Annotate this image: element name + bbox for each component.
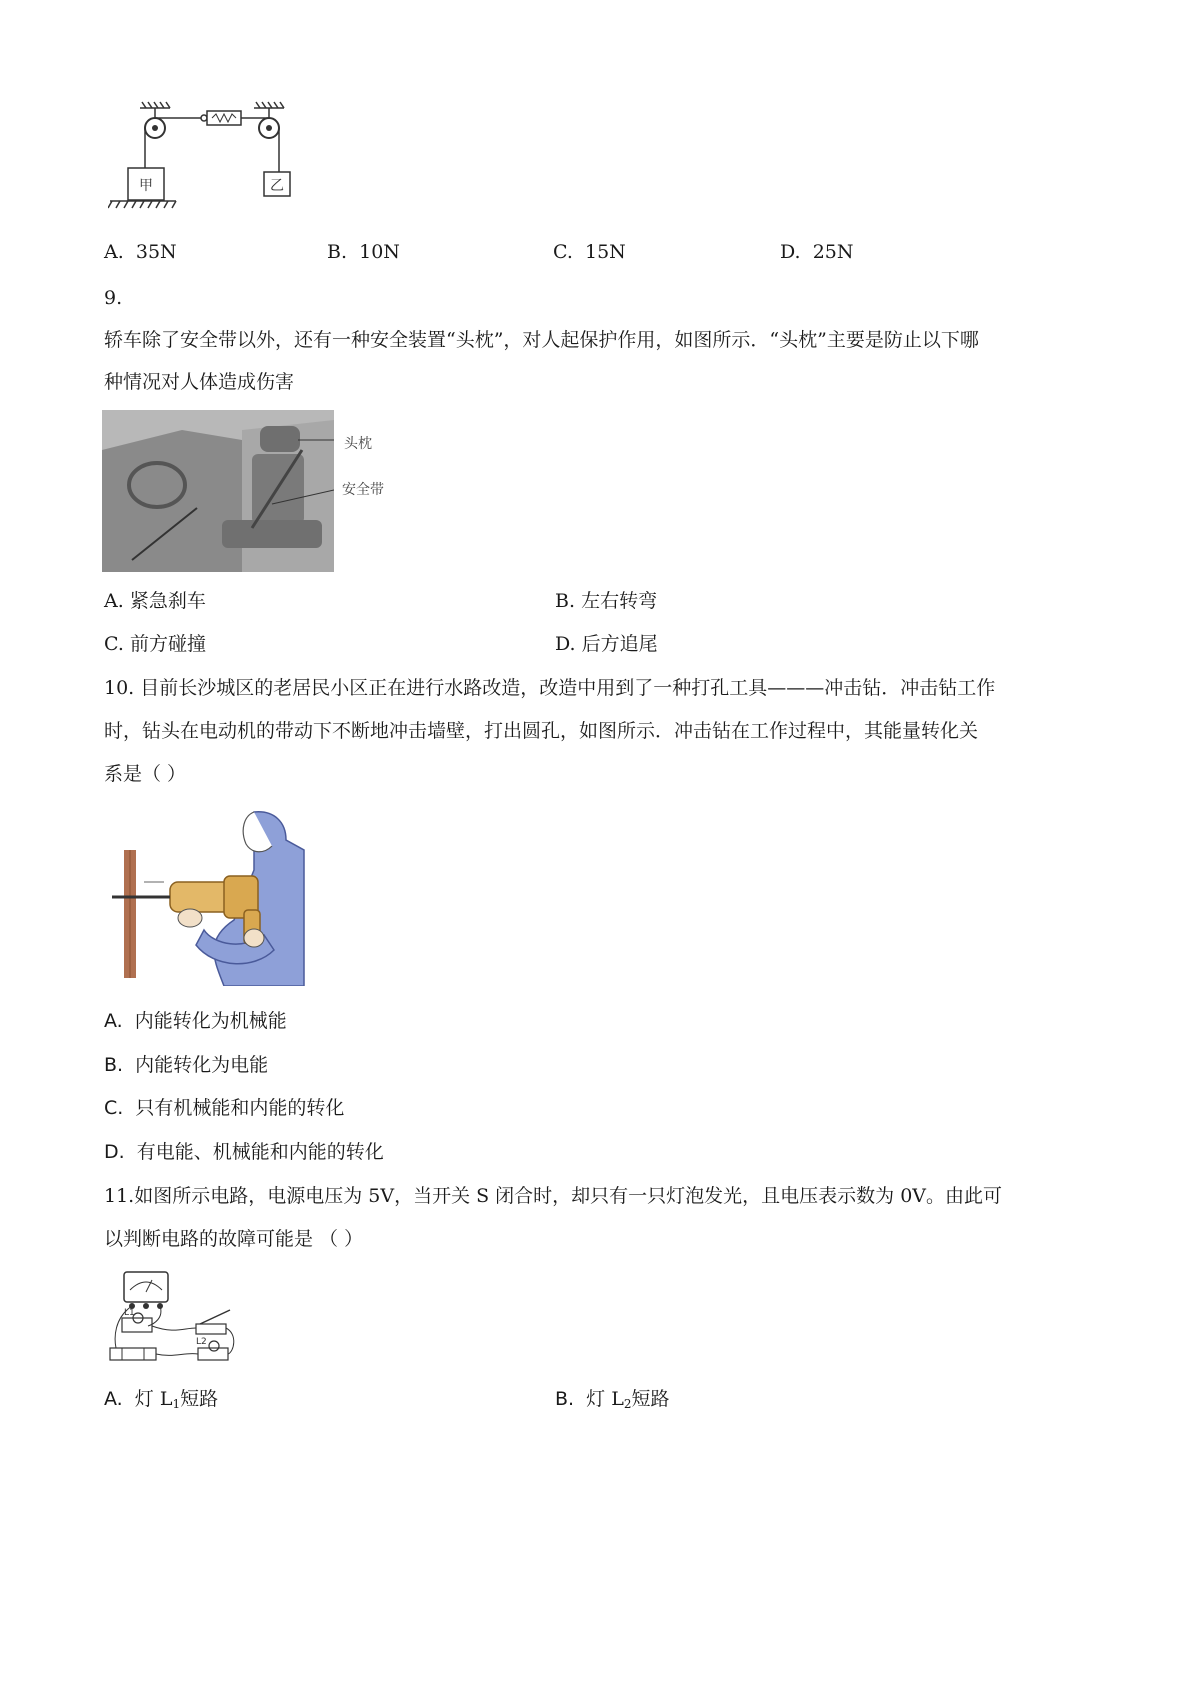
headrest-label: 头枕 [344, 436, 372, 452]
impact-drill-figure [104, 810, 306, 986]
q9-option-a[interactable]: A. 紧急刹车 [104, 590, 206, 612]
q10-option-c[interactable]: C. 只有机械能和内能的转化 [104, 1097, 345, 1119]
q10-stem-line3: 系是（ ） [104, 763, 187, 785]
q9-stem-line2: 种情况对人体造成伤害 [104, 371, 295, 393]
q8-option-b[interactable]: B. 10N [327, 241, 400, 263]
q9-number: 9. [104, 287, 123, 309]
q10-option-d[interactable]: D. 有电能、机械能和内能的转化 [104, 1141, 384, 1163]
block-label-yi: 乙 [270, 178, 284, 194]
lamp2-label: L2 [196, 1337, 207, 1347]
q8-option-d[interactable]: D. 25N [780, 241, 854, 263]
lamp1-label: L1 [124, 1308, 135, 1318]
q8-option-a[interactable]: A. 35N [104, 241, 177, 263]
circuit-figure [104, 1268, 244, 1364]
car-interior-figure [102, 410, 334, 572]
q11-option-a[interactable]: A. 灯 $L_1$短路 [104, 1388, 219, 1411]
q10-option-a[interactable]: A. 内能转化为机械能 [104, 1010, 287, 1032]
block-label-jia: 甲 [139, 178, 153, 194]
q9-stem-line1: 轿车除了安全带以外，还有一种安全装置“头枕”，对人起保护作用，如图所示．“头枕”主要是防止以下哪 [104, 329, 979, 351]
q11-stem-line1: 11.如图所示电路，电源电压为 5V，当开关 S 闭合时，却只有一只灯泡发光，且电压表示数为 0V。由此可 [104, 1185, 1003, 1207]
q9-option-d[interactable]: D. 后方追尾 [555, 633, 658, 655]
q8-option-c[interactable]: C. 15N [553, 241, 626, 263]
q9-option-c[interactable]: C. 前方碰撞 [104, 633, 206, 655]
q10-stem-line2: 时，钻头在电动机的带动下不断地冲击墙壁，打出圆孔，如图所示．冲击钻在工作过程中，其能量转化关 [104, 720, 979, 742]
q10-stem-line1: 10. 目前长沙城区的老居民小区正在进行水路改造，改造中用到了一种打孔工具———冲击钻．冲击钻工作 [104, 677, 996, 699]
q11-stem-line2: 以判断电路的故障可能是 （ ） [104, 1228, 364, 1250]
q11-option-b[interactable]: B. 灯 $L_2$短路 [555, 1388, 670, 1411]
q10-option-b[interactable]: B. 内能转化为电能 [104, 1054, 269, 1076]
seatbelt-label: 安全带 [342, 482, 384, 498]
pulley-diagram [108, 98, 308, 218]
q9-option-b[interactable]: B. 左右转弯 [555, 590, 658, 612]
